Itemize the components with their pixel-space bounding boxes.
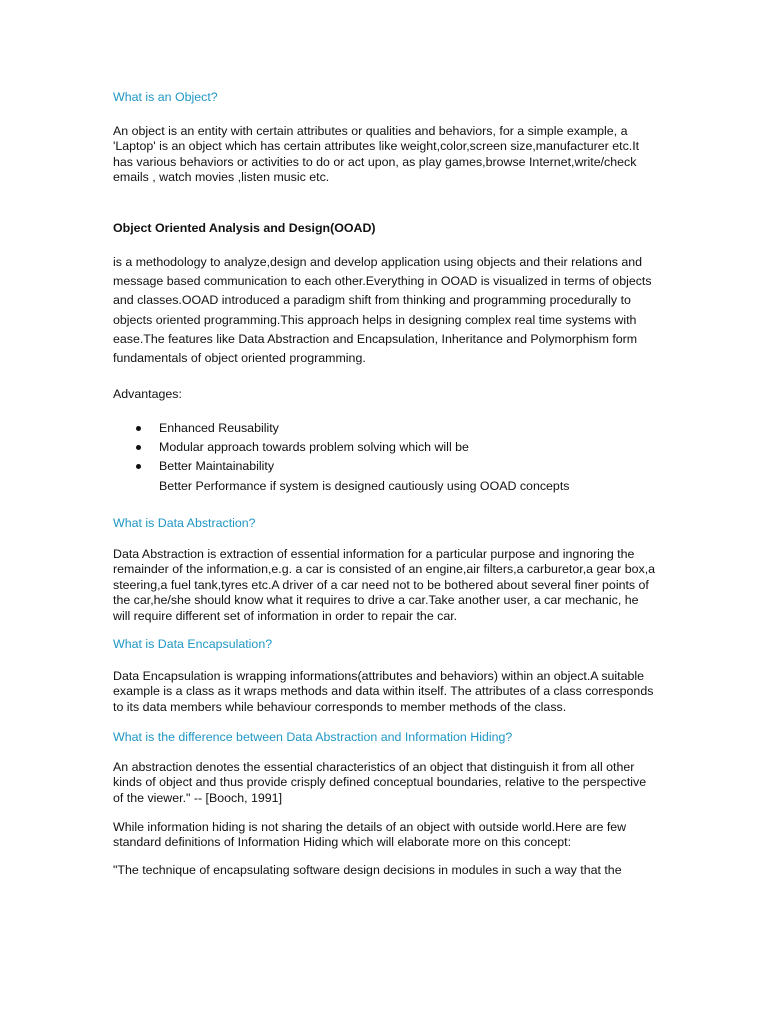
encapsulation-paragraph: Data Encapsulation is wrapping informations(attributes and behaviors) within an object.A suitable example is a class as it wraps methods and data within itself. The attributes of a class corresponds to its data members while behaviour corresponds to member methods of the class. — [113, 669, 654, 714]
difference-heading: What is the difference between Data Abstraction and Information Hiding? — [113, 730, 513, 744]
object-heading: What is an Object? — [113, 90, 218, 104]
ooad-paragraph: is a methodology to analyze,design and develop application using objects and their relations and message based communication to each other.Everything in OOAD is visualized in terms of objects and classes.OOAD introduced a paradigm shift from thinking and programming procedurally to objects oriented programming.This approach helps in designing complex real time systems with ease.The features like Data Abstraction and Encapsulation, Inheritance and Polymorphism form fundamentals of object oriented programming. — [113, 255, 652, 366]
hiding-paragraph: While information hiding is not sharing the details of an object with outside world.Here are few standard definitions of Information Hiding which will elaborate more on this concept: — [113, 820, 627, 850]
encapsulation-heading: What is Data Encapsulation? — [113, 637, 273, 651]
bullet-icon — [136, 445, 141, 450]
difference-paragraph: An abstraction denotes the essential characteristics of an object that distinguish it from all other kinds of object and thus provide crisply defined conceptual boundaries, relative to the perspective of the viewer." -- [Booch, 1991] — [113, 760, 647, 805]
list-item: Enhanced Reusability — [113, 419, 658, 438]
bullet-icon — [136, 464, 141, 469]
bullet-icon — [136, 426, 141, 431]
abstraction-paragraph: Data Abstraction is extraction of essential information for a particular purpose and ingnoring the remainder of the information,e.g. a car is consisted of an engine,air filters,a carburetor,a gear box,a steering,a fuel tank,tyres etc.A driver of a car need not to be bothered about several finer points of the car,he/she should know what it requires to drive a car.Take another user, a car mechanic, he will require different set of information in order to repair the car. — [113, 547, 656, 623]
advantages-list — [113, 419, 658, 496]
list-item: Modular approach towards problem solving which will be — [113, 438, 658, 457]
list-item: Better Performance if system is designed cautiously using OOAD concepts — [159, 478, 570, 493]
quote-paragraph: "The technique of encapsulating software design decisions in modules in such a way that the — [113, 863, 622, 877]
list-item: Better Maintainability — [113, 457, 658, 476]
ooad-heading: Object Oriented Analysis and Design(OOAD) — [113, 221, 376, 235]
object-paragraph: An object is an entity with certain attributes or qualities and behaviors, for a simple example, a 'Laptop' is an object which has certain attributes like weight,color,screen size,manufacturer etc.It has various behaviors or activities to do or act upon, as play games,browse Internet,write/check emails , watch movies ,listen music etc. — [113, 124, 640, 185]
abstraction-heading: What is Data Abstraction? — [113, 516, 256, 530]
advantages-label: Advantages: — [113, 387, 182, 401]
